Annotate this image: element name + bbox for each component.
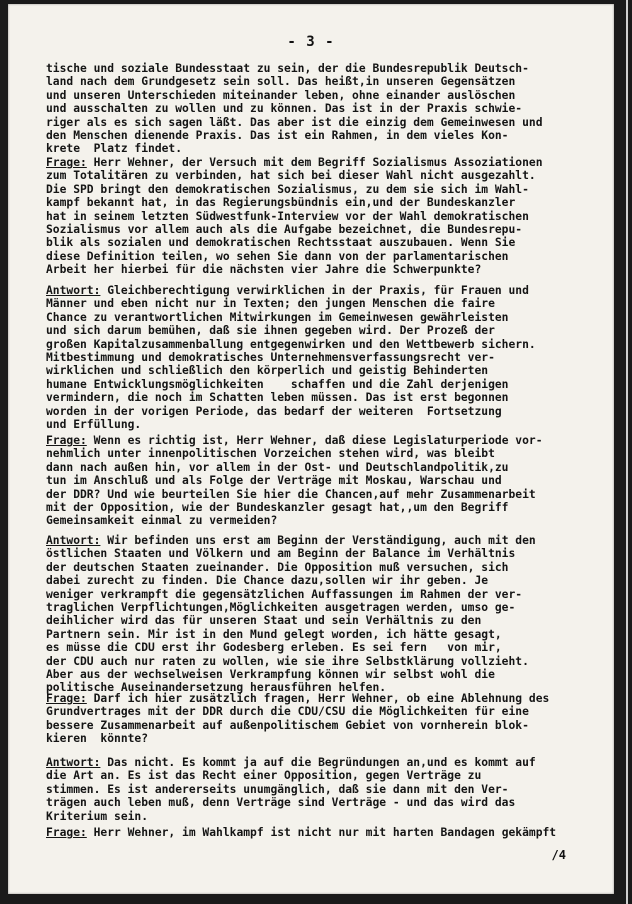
text-line [46, 756, 594, 769]
text-line [46, 284, 594, 297]
speaker-label: Frage: [46, 826, 87, 839]
text-line [46, 668, 594, 681]
text-line [46, 434, 594, 447]
text-line [46, 102, 594, 115]
text-line [46, 447, 594, 460]
line-text: Die SPD bringt den demokratischen Sozialismus, zu dem sie sich im Wahl- [46, 182, 529, 196]
line-text: und unseren Unterschieden miteinander leben, ohne einander auslöschen [46, 88, 516, 102]
line-text: und ausschalten zu wollen und zu können. Das ist in der Praxis schwie- [46, 102, 523, 116]
text-line [46, 89, 594, 102]
scan-edge [626, 0, 628, 904]
line-text: humane Entwicklungsmöglichkeiten schaffen und die Zahl derjenigen [46, 377, 509, 391]
line-text: weniger verkrampft die gegensätzlichen Auffassungen im Rahmen der ver- [46, 587, 523, 601]
text-line [46, 588, 594, 601]
line-text: der deutschen Staaten zueinander. Die Opposition muß versuchen, sich [46, 560, 509, 574]
line-text: Herr Wehner, der Versuch mit dem Begriff Sozialismus Assoziationen [86, 156, 543, 169]
text-line [46, 378, 594, 391]
line-text: und Erfüllung. [46, 418, 142, 432]
answer-block [46, 534, 594, 695]
line-text: kieren könnte? [46, 732, 149, 746]
text-line [46, 196, 594, 209]
text-line [46, 628, 594, 641]
text-line [46, 297, 594, 310]
line-text: trägen auch leben muß, denn Verträge sind Verträge - und das wird das [46, 796, 516, 810]
line-text: Mitbestimmung und demokratisches Unternehmensverfassungsrecht ver- [46, 351, 495, 365]
text-line [46, 364, 594, 377]
document-page [8, 4, 614, 894]
line-text: dann nach außen hin, vor allem in der Ost- und Deutschlandpolitik,zu [46, 460, 509, 474]
line-text: vermindern, die noch im Schatten leben müssen. Das ist erst begonnen [46, 391, 509, 405]
speaker-label: Antwort: [46, 534, 101, 547]
text-line [46, 769, 594, 782]
text-line [46, 263, 594, 276]
line-text: der DDR? Und wie beurteilen Sie hier die Chancen,auf mehr Zusammenarbeit [46, 487, 536, 501]
line-text: hat in seinem letzten Südwestfunk-Interview vor der Wahl demokratischen [46, 209, 529, 223]
line-text: Darf ich hier zusätzlich fragen, Herr Wehner, ob eine Ablehnung des [86, 692, 550, 705]
line-text: riger als es sich sagen läßt. Das aber ist die einzig dem Gemeinwesen und [46, 115, 543, 129]
line-text: es müsse die CDU erst ihr Godesberg erleben. Es sei fern von mir, [46, 641, 502, 655]
line-text: Kriterium sein. [46, 809, 149, 823]
line-text: nehmlich unter innenpolitischen Vorzeichen stehen wird, was bleibt [46, 447, 495, 461]
speaker-label: Antwort: [46, 756, 101, 769]
text-line [46, 601, 594, 614]
text-line [46, 338, 594, 351]
text-line [46, 501, 594, 514]
text-line [46, 574, 594, 587]
text-line [46, 614, 594, 627]
text-line [46, 391, 594, 404]
line-text: diese Definition teilen, wo sehen Sie dann von der parlamentarischen [46, 249, 509, 263]
text-line [46, 719, 594, 732]
text-line [46, 547, 594, 560]
line-text: den Menschen dienende Praxis. Das ist ein Rahmen, in dem vieles Kon- [46, 129, 509, 143]
speaker-label: Antwort: [46, 284, 101, 297]
line-text: Partnern sein. Mir ist in den Mund gelegt worden, ich hätte gesagt, [46, 627, 502, 641]
line-text: krete Platz findet. [46, 142, 183, 156]
text-line [46, 810, 594, 823]
text-line [46, 183, 594, 196]
line-text: Wir befinden uns erst am Beginn der Verständigung, auch mit den [100, 534, 536, 547]
text-line [46, 655, 594, 668]
text-line [46, 324, 594, 337]
text-line [46, 732, 594, 745]
line-text: bessere Zusammenarbeit auf außenpolitischem Gebiet von vornherein blok- [46, 718, 529, 732]
page-number: - 3 - [287, 34, 335, 50]
text-line [46, 488, 594, 501]
line-text: Gemeinsamkeit einmal zu vermeiden? [46, 514, 278, 528]
line-text: traglichen Verpflichtungen,Möglichkeiten ausgetragen werden, umso ge- [46, 601, 516, 615]
text-line [46, 311, 594, 324]
line-text: Chance zu verantwortlichen Mitwirkungen im Gemeinwesen gewährleisten [46, 310, 509, 324]
line-text: Das nicht. Es kommt ja auf die Begründungen an,und es kommt auf [100, 756, 536, 769]
text-line [46, 783, 594, 796]
line-text: tische und soziale Bundesstaat zu sein, der die Bundesrepublik Deutsch- [46, 62, 529, 75]
text-line [46, 236, 594, 249]
question-block [46, 826, 594, 839]
text-block-continuation [46, 62, 594, 156]
text-line [46, 169, 594, 182]
text-line [46, 561, 594, 574]
line-text: der CDU auch nur raten zu wollen, wie sie ihre Selbstklärung vollzieht. [46, 654, 529, 668]
line-text: land nach dem Grundgesetz sein soll. Das heißt,in unseren Gegensätzen [46, 75, 516, 89]
line-text: östlichen Staaten und Völkern und am Beginn der Balance im Verhältnis [46, 547, 516, 561]
text-line [46, 826, 594, 839]
line-text: Sozialismus vor allem auch als die Aufgabe bezeichnet, die Bundesrepu- [46, 223, 523, 237]
line-text: wirklichen und schließlich den körperlich und geistig Behinderten [46, 364, 489, 378]
line-text: kampf bekannt hat, in das Regierungsbündnis ein,und der Bundeskanzler [46, 196, 516, 210]
line-text: Männer und eben nicht nur in Texten; den jungen Menschen die faire [46, 297, 495, 311]
question-block [46, 692, 594, 746]
text-line [46, 705, 594, 718]
line-text: Aber aus der wechselweisen Verkrampfung können wir selbst wohl die [46, 668, 495, 682]
text-line [46, 796, 594, 809]
text-line [46, 223, 594, 236]
line-text: die Art an. Es ist das Recht einer Opposition, gegen Verträge zu [46, 769, 482, 783]
question-block [46, 156, 594, 277]
line-text: blik als sozialen und demokratischen Rechtsstaat auszubauen. Wenn Sie [46, 236, 516, 250]
line-text: deihlicher wird das für unseren Staat und sein Verhältnis zu den [46, 614, 482, 628]
line-text: dabei zurecht zu finden. Die Chance dazu,sollen wir ihr geben. Je [46, 574, 489, 588]
line-text: Gleichberechtigung verwirklichen in der Praxis, für Frauen und [100, 284, 529, 297]
answer-block [46, 756, 594, 823]
answer-block [46, 284, 594, 431]
text-line [46, 514, 594, 527]
line-text: mit der Opposition, wie der Bundeskanzler gesagt hat,,um den Begriff [46, 501, 509, 515]
text-line [46, 474, 594, 487]
speaker-label: Frage: [46, 156, 87, 169]
line-text: zum Totalitären zu verbinden, hat sich bei dieser Wahl nicht ausgezahlt. [46, 169, 536, 183]
line-text: worden in der vorigen Periode, das bedarf der weiteren Fortsetzung [46, 404, 502, 418]
text-line [46, 156, 594, 169]
line-text: Arbeit her hierbei für die nächsten vier Jahre die Schwerpunkte? [46, 263, 482, 277]
text-line [46, 142, 594, 155]
text-line [46, 405, 594, 418]
text-line [46, 692, 594, 705]
line-text: stimmen. Es ist andererseits unumgänglich, daß sie dann mit den Ver- [46, 782, 509, 796]
text-line [46, 641, 594, 654]
continuation-mark: /4 [551, 848, 566, 862]
speaker-label: Frage: [46, 434, 87, 447]
text-line [46, 461, 594, 474]
text-line [46, 534, 594, 547]
text-line [46, 351, 594, 364]
speaker-label: Frage: [46, 692, 87, 705]
line-text: großen Kapitalzusammenballung entgegenwirken und den Wettbewerb sichern. [46, 337, 536, 351]
text-line [46, 129, 594, 142]
line-text: politische Auseinandersetzung herausführen helfen. [46, 681, 387, 695]
line-text: Wenn es richtig ist, Herr Wehner, daß diese Legislaturperiode vor- [86, 434, 543, 447]
text-line [46, 210, 594, 223]
line-text: tun im Anschluß und als Folge der Verträge mit Moskau, Warschau und [46, 474, 502, 488]
line-text: Grundvertrages mit der DDR durch die CDU/CSU die Möglichkeiten für eine [46, 705, 529, 719]
question-block [46, 434, 594, 528]
text-line [46, 418, 594, 431]
text-line [46, 75, 594, 88]
line-text: Herr Wehner, im Wahlkampf ist nicht nur mit harten Bandagen gekämpft [86, 826, 557, 839]
text-line [46, 62, 594, 75]
text-line [46, 116, 594, 129]
text-line [46, 250, 594, 263]
line-text: und sich darum bemühen, daß sie ihnen gegeben wird. Der Prozeß der [46, 324, 495, 338]
